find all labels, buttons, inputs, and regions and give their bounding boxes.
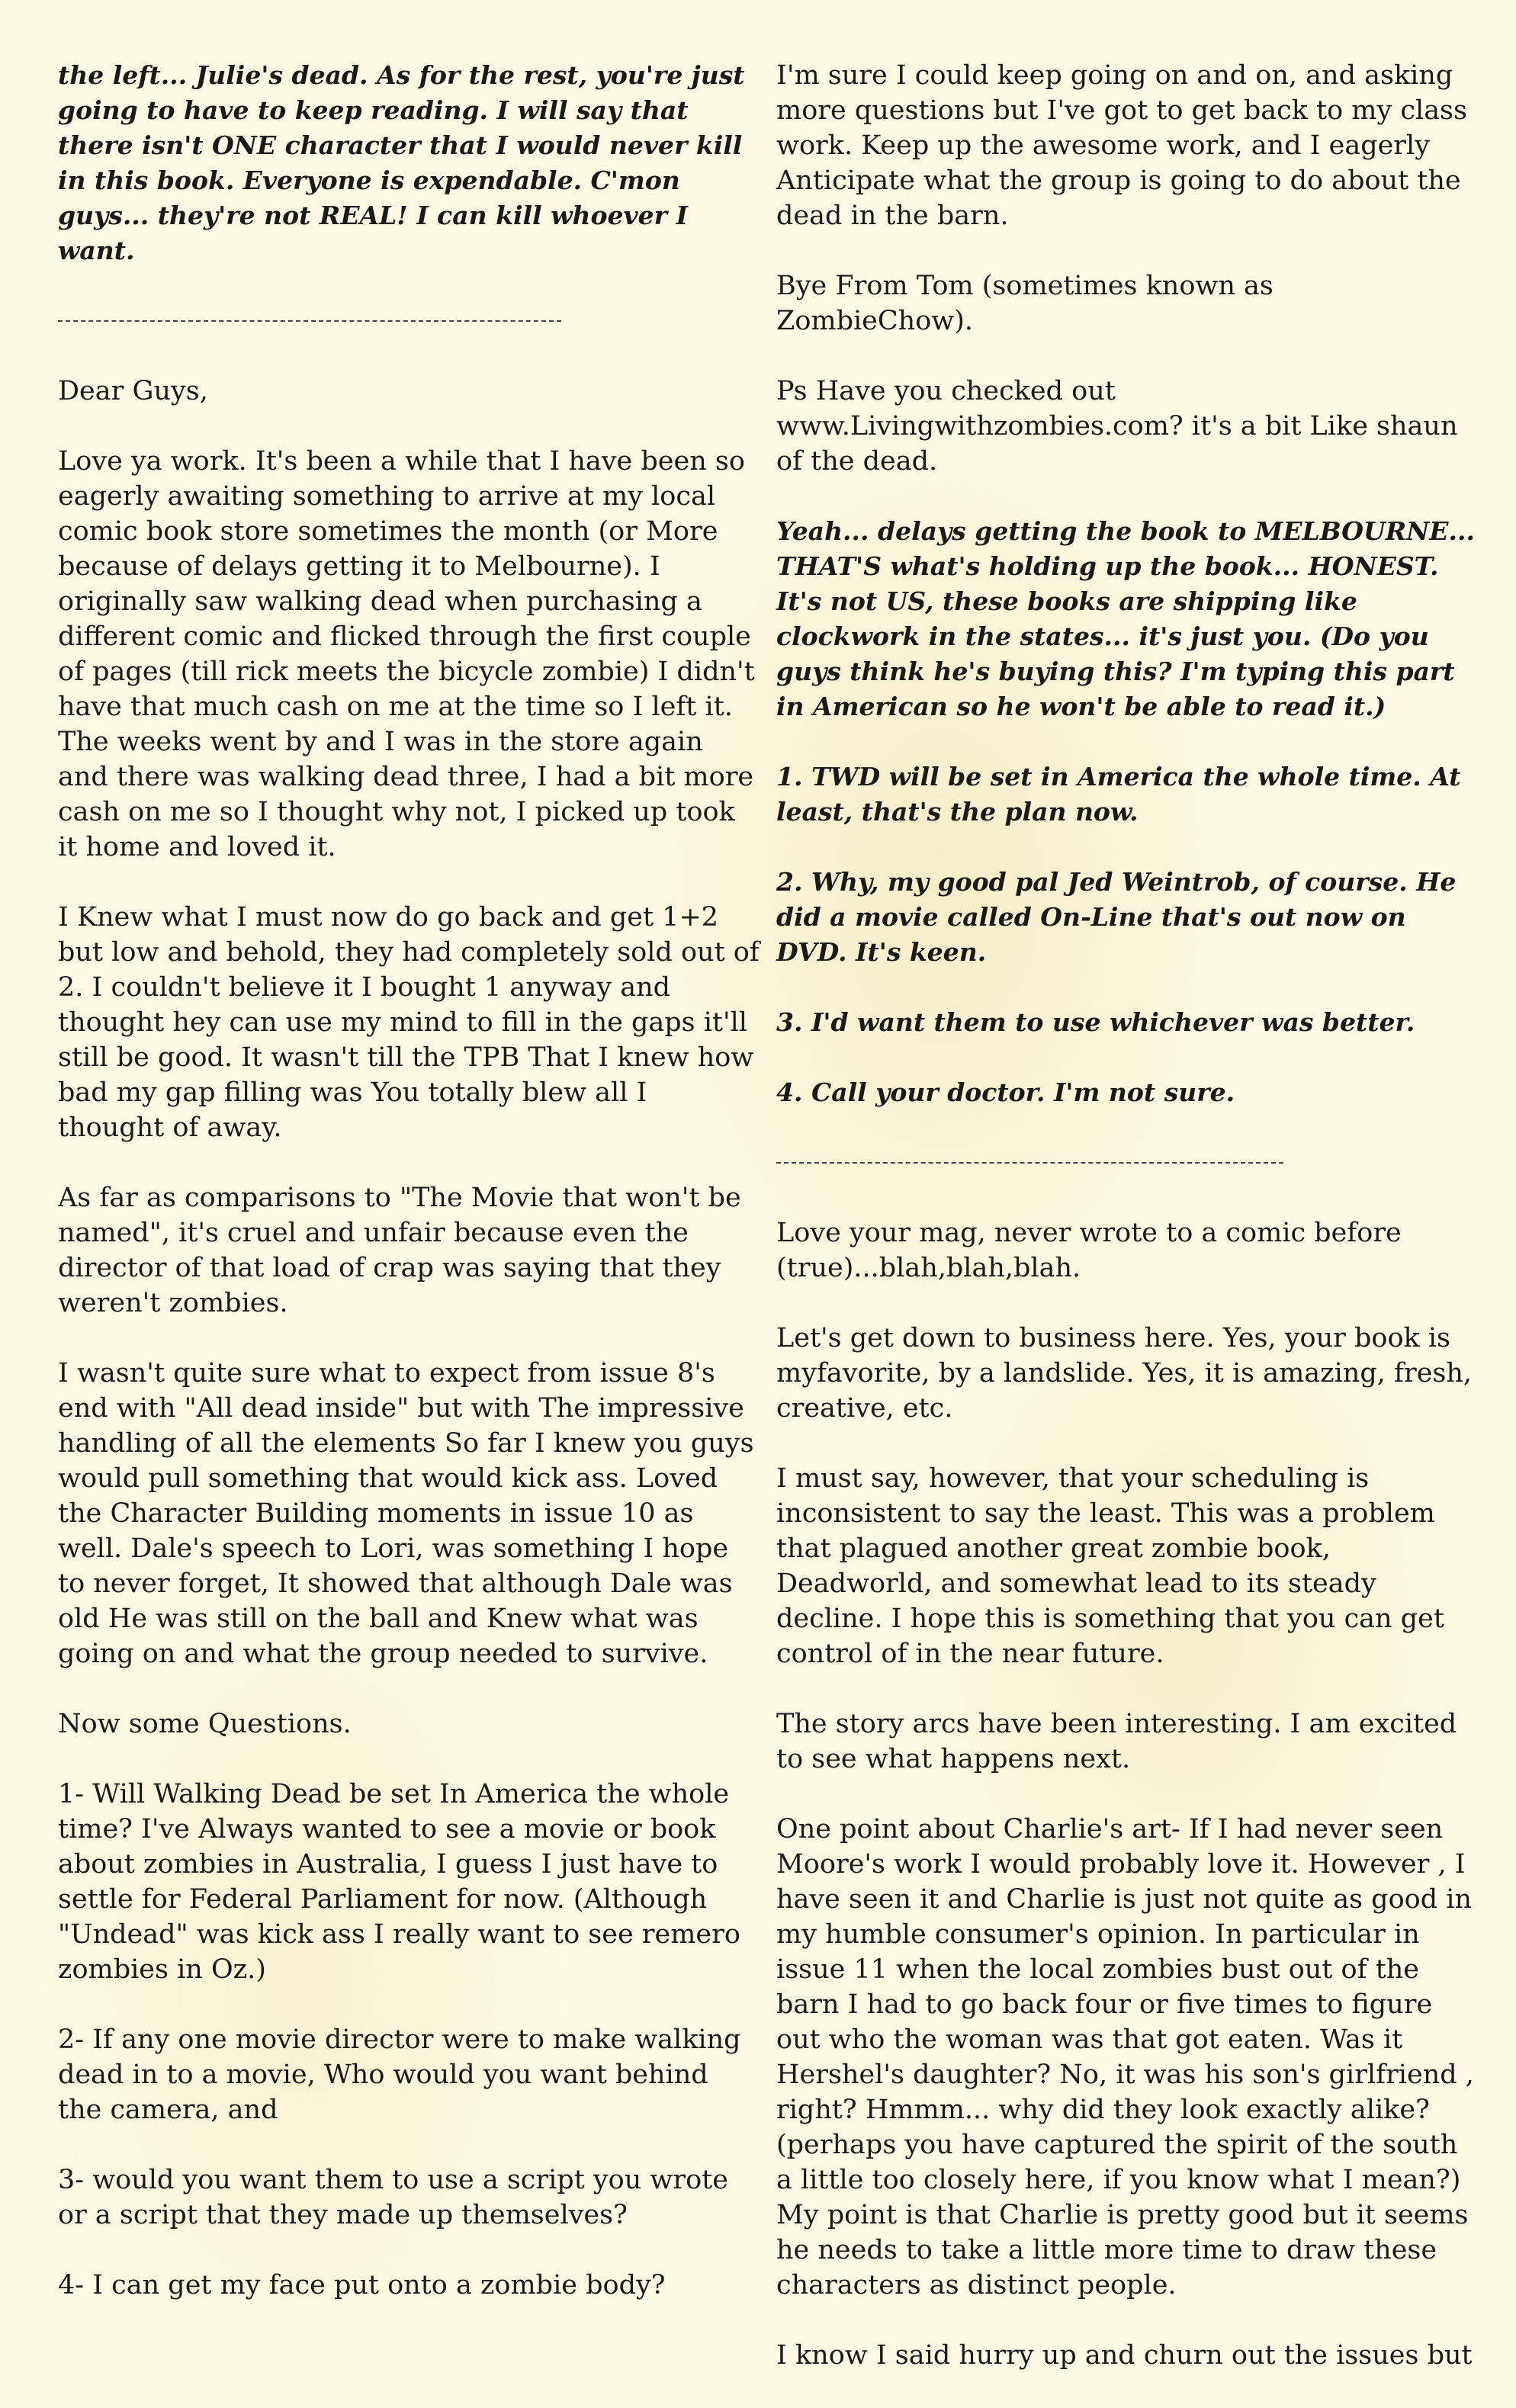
editor-reply: Yeah... delays getting the book to MELBOURNE... THAT'S what's holding up the book... HONEST. It's not US, these books are shipping like clockwork in the states... it's just you. (Do you guys think he's buying this? I'm typing this part in American so he won't be able to read it.) — [776, 516, 1475, 721]
letter-greeting: Dear Guys, — [58, 376, 208, 406]
editor-answer: 4. Call your doctor. I'm not sure. — [776, 1077, 1235, 1107]
letter-question: 1- Will Walking Dead be set In America the whole time? I've Always wanted to see a movie or book about zombies in Australia, I guess I just have to settle for Federal Parliament for now. (Although "Undead" was kick ass I really want to see remero zombies in Oz.) — [58, 1779, 740, 1985]
letter-paragraph: As far as comparisons to "The Movie that won't be named", it's cruel and unfair because even the director of that load of crap was saying that they weren't zombies. — [58, 1183, 741, 1318]
letter-question: 2- If any one movie director were to make walking dead in to a movie, Who would you want behind the camera, and — [58, 2024, 741, 2125]
letter-divider — [776, 1145, 1478, 1180]
letter-paragraph: Let's get down to business here. Yes, your book is myfavorite, by a landslide. Yes, it is amazing, fresh, creative, etc. — [776, 1323, 1473, 1424]
editor-answer: 3. I'd want them to use whichever was better. — [776, 1007, 1415, 1037]
letter-signoff: Bye From Tom (sometimes known as ZombieChow). — [776, 271, 1274, 336]
letter-paragraph: I wasn't quite sure what to expect from issue 8's end with "All dead inside" but with The impressive handling of all the elements So far I knew you guys would pull something that would kick ass. Loved the Character Building moments in issue 10 as well. Dale's speech to Lori, was something I hope to never forget, It showed that although Dale was old He was still on the ball and Knew what was going on and what the group needed to survive. — [58, 1358, 754, 1669]
left-column — [58, 58, 760, 2338]
editor-reply-intro: the left... Julie's dead. As for the rest, you're just going to have to keep reading. I will say that there isn't ONE character that I would never kill in this book. Everyone is expendable. C'mon guys... they're not REAL! I can kill whoever I want. — [58, 60, 745, 265]
letter-paragraph: I'm sure I could keep going on and on, and asking more questions but I've got to get back to my class work. Keep up the awesome work, and I eagerly Anticipate what the group is going to do about the dead in the barn. — [776, 60, 1467, 231]
letter-divider — [58, 303, 760, 339]
right-column — [776, 58, 1478, 2408]
editor-answer: 1. TWD will be set in America the whole time. At least, that's the plan now. — [776, 762, 1461, 827]
letter-paragraph: Now some Questions. — [58, 1709, 352, 1739]
letter-paragraph: One point about Charlie's art- If I had never seen Moore's work I would probably love it. However , I have seen it and Charlie is just not quite as good in my humble consumer's opinion. In particular in issue 11 when the local zombies bust out of the barn I had to go back four or five times to figure out who the woman was that got eaten. Was it Hershel's daughter? No, it was his son's girlfriend , right? Hmmm... why did they look exactly alike? (perhaps you have captured the spirit of the south a little too closely here, if you know what I mean?) My point is that Charlie is pretty good but it seems he needs to take a little more time to draw these characters as distinct people. — [776, 1814, 1474, 2300]
letter-paragraph: The story arcs have been interesting. I am excited to see what happens next. — [776, 1709, 1457, 1774]
letter-paragraph: Love your mag, never wrote to a comic before (true)...blah,blah,blah. — [776, 1218, 1402, 1283]
letter-paragraph: Love ya work. It's been a while that I have been so eagerly awaiting something to arrive at my local comic book store sometimes the month (or More because of delays getting it to Melbourne). I originally saw walking dead when purchasing a different comic and flicked through the first couple of pages (till rick meets the bicycle zombie) I didn't have that much cash on me at the time so I left it. The weeks went by and I was in the store again and there was walking dead three, I had a bit more cash on me so I thought why not, I picked up took it home and loved it. — [58, 446, 755, 862]
letter-question: 3- would you want them to use a script you wrote or a script that they made up themselves? — [58, 2165, 728, 2230]
letter-paragraph: I know I said hurry up and churn out the issues but — [776, 2340, 1473, 2371]
letter-ps: Ps Have you checked out www.Livingwithzombies.com? it's a bit Like shaun of the dead. — [776, 376, 1458, 477]
letter-question: 4- I can get my face put onto a zombie body? — [58, 2270, 666, 2300]
letter-paragraph: I Knew what I must now do go back and get 1+2 but low and behold, they had completely sold out of 2. I couldn't believe it I bought 1 anyway and thought hey can use my mind to fill in the gaps it'll still be good. It wasn't till the TPB That I knew how bad my gap filling was You totally blew all I thought of away. — [58, 902, 760, 1143]
editor-answer: 2. Why, my good pal Jed Weintrob, of course. He did a movie called On-Line that's out now on DVD. It's keen. — [776, 867, 1457, 967]
letter-paragraph: I must say, however, that your scheduling is inconsistent to say the least. This was a problem that plagued another great zombie book, Deadworld, and somewhat lead to its steady decline. I hope this is something that you can get control of in the near future. — [776, 1463, 1444, 1669]
